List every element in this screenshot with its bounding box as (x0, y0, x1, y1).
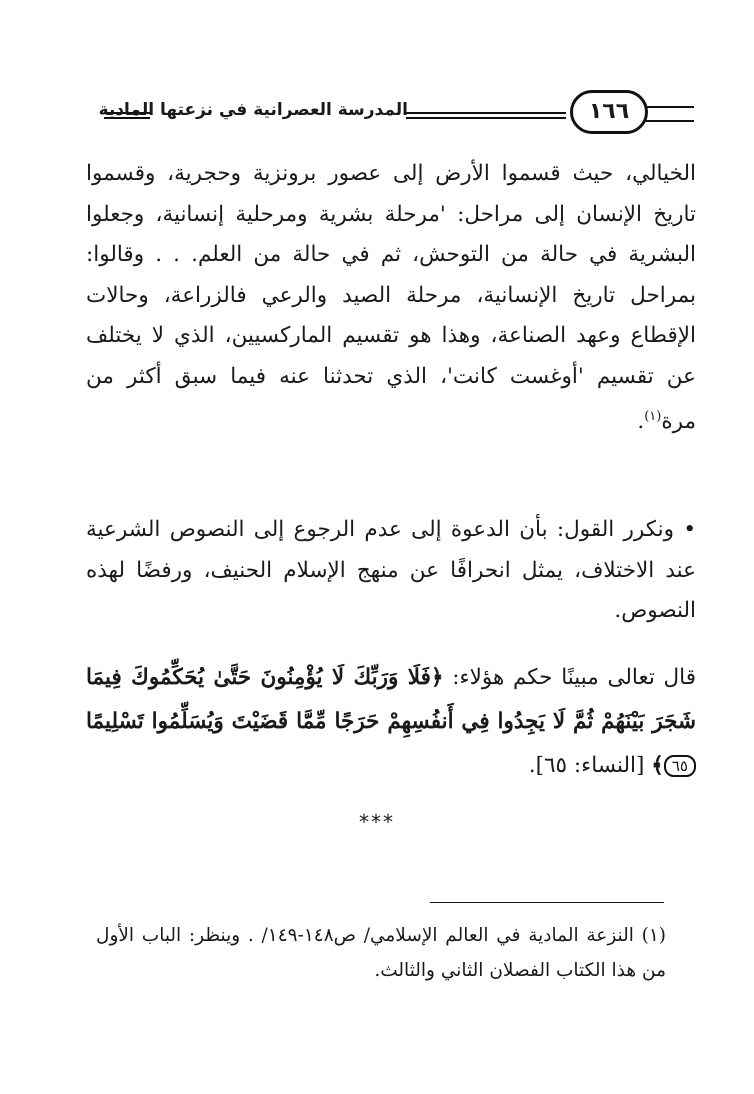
paragraph-1 (86, 154, 696, 443)
paragraph-2-text: • ونكرر القول: بأن الدعوة إلى عدم الرجوع إلى النصوص الشرعية عند الاختلاف، يمثل انحرافًا عن منهج الإسلام الحنيف، ورفضًا لهذه النصوص. (86, 517, 696, 623)
quran-close-bracket: ﴾ (651, 753, 664, 778)
footnote-rule (430, 902, 664, 903)
page-header (96, 86, 696, 142)
paragraph-1-text: الخيالي، حيث قسموا الأرض إلى عصور برونزية وحجرية، وقسموا تاريخ الإنسان إلى مراحل: 'مرحلة بشرية ومرحلية إنسانية، وجعلوا البشرية في حالة من التوحش، ثم في حالة من العلم. . . وقالوا: بمراحل تاريخ الإنسانية، مرحلة الصيد والرعي فالزراعة، وحالات الإقطاع وعهد الصناعة، وهذا هو تقسيم الماركسيين، الذي لا يختلف عن تقسيم 'أوغست كانت'، الذي تحدثنا عنه فيما سبق أكثر من مرة (86, 161, 696, 435)
paragraph-3 (86, 656, 696, 788)
paragraph-3-intro: قال تعالى مبينًا حكم هؤلاء: (452, 665, 696, 690)
quran-verse: ﴿فَلَا وَرَبِّكَ لَا يُؤْمِنُونَ حَتَّىٰ يُحَكِّمُوكَ فِيمَا شَجَرَ بَيْنَهُمْ ثُمَّ لَا يَجِدُوا فِي أَنفُسِهِمْ حَرَجًا مِّمَّا قَضَيْتَ وَيُسَلِّمُوا تَسْلِيمًا (86, 665, 696, 734)
paragraph-2 (86, 510, 696, 632)
section-separator: *** (359, 810, 395, 834)
paragraph-1-end: . (637, 409, 645, 435)
footnote: (١) النزعة المادية في العالم الإسلامي/ ص١٤٨-١٤٩/ . وينظر: الباب الأول من هذا الكتاب الفصلان الثاني والثالث. (96, 925, 666, 981)
header-rule-tail (646, 106, 694, 122)
page-number: ١٦٦ (570, 90, 648, 134)
header-rule-right (406, 112, 566, 119)
ayah-number-marker: ٦٥ (664, 755, 696, 777)
running-title: المدرسة العصرانية في نزعتها المادية (98, 100, 408, 120)
footnote-reference: (١) (644, 409, 662, 424)
verse-citation: [النساء: ٦٥]. (528, 753, 645, 778)
